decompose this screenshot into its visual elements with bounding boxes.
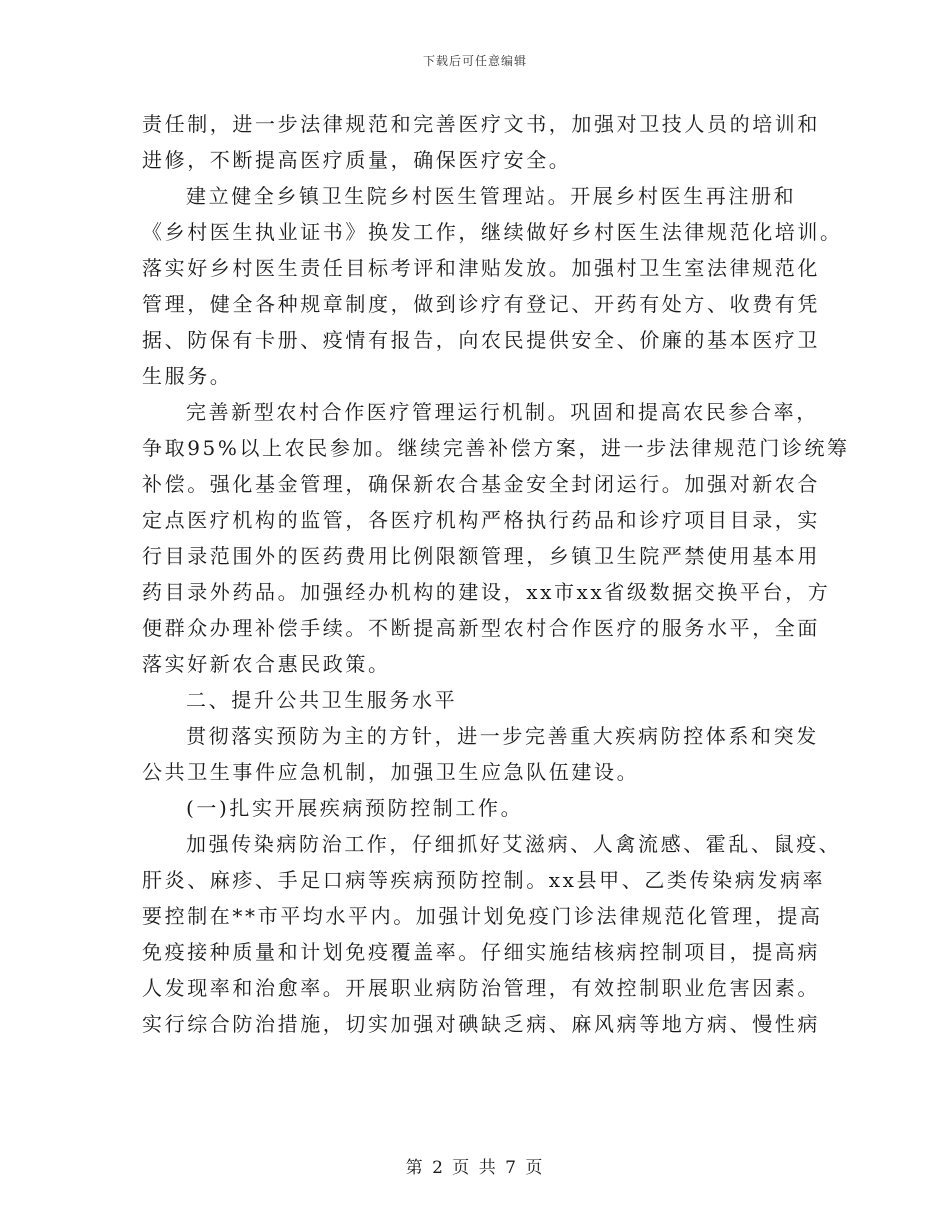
- text-line: 责任制，进一步法律规范和完善医疗文书，加强对卫技人员的培训和: [142, 112, 820, 136]
- text-line: 补偿。强化基金管理，确保新农合基金安全封闭运行。加强对新农合: [142, 472, 820, 496]
- text-line: (一)扎实开展疾病预防控制工作。: [186, 796, 524, 820]
- page-header: 下载后可任意编辑: [422, 54, 527, 68]
- text-line: 便群众办理补偿手续。不断提高新型农村合作医疗的服务水平，全面: [142, 616, 820, 640]
- page-footer: 第 2 页 共 7 页: [405, 1158, 545, 1178]
- text-line: 进修，不断提高医疗质量，确保医疗安全。: [142, 148, 572, 172]
- text-line: 人发现率和治愈率。开展职业病防治管理，有效控制职业危害因素。: [142, 976, 820, 1000]
- text-line: 药目录外药品。加强经办机构的建设，xx市xx省级数据交换平台，方: [142, 580, 831, 604]
- text-line: 行目录范围外的医药费用比例限额管理，乡镇卫生院严禁使用基本用: [142, 544, 820, 568]
- text-line: 免疫接种质量和计划免疫覆盖率。仔细实施结核病控制项目，提高病: [142, 940, 820, 964]
- text-line: 二、提升公共卫生服务水平: [186, 688, 458, 712]
- text-line: 定点医疗机构的监管，各医疗机构严格执行药品和诊疗项目目录，实: [142, 508, 820, 532]
- body-text: [142, 106, 850, 1042]
- text-line: 生服务。: [142, 364, 233, 388]
- text-line: 加强传染病防治工作，仔细抓好艾滋病、人禽流感、霍乱、鼠疫、: [186, 832, 842, 856]
- text-line: 贯彻落实预防为主的方针，进一步完善重大疾病防控体系和突发: [186, 724, 819, 748]
- text-line: 落实好新农合惠民政策。: [142, 652, 391, 676]
- text-line: 建立健全乡镇卫生院乡村医生管理站。开展乡村医生再注册和: [186, 184, 797, 208]
- text-line: 公共卫生事件应急机制，加强卫生应急队伍建设。: [142, 760, 640, 784]
- text-line: 肝炎、麻疹、手足口病等疾病预防控制。xx县甲、乙类传染病发病率: [142, 868, 826, 892]
- text-line: 实行综合防治措施，切实加强对碘缺乏病、麻风病等地方病、慢性病: [142, 1012, 820, 1036]
- text-line: 完善新型农村合作医疗管理运行机制。巩固和提高农民参合率，: [186, 400, 819, 424]
- text-line: 《乡村医生执业证书》换发工作，继续做好乡村医生法律规范化培训。: [142, 220, 843, 244]
- text-line: 争取95%以上农民参加。继续完善补偿方案，进一步法律规范门诊统筹: [142, 436, 850, 460]
- text-line: 管理，健全各种规章制度，做到诊疗有登记、开药有处方、收费有凭: [142, 292, 820, 316]
- text-line: 据、防保有卡册、疫情有报告，向农民提供安全、价廉的基本医疗卫: [142, 328, 820, 352]
- text-line: 落实好乡村医生责任目标考评和津贴发放。加强村卫生室法律规范化: [142, 256, 820, 280]
- text-line: 要控制在**市平均水平内。加强计划免疫门诊法律规范化管理，提高: [142, 904, 823, 928]
